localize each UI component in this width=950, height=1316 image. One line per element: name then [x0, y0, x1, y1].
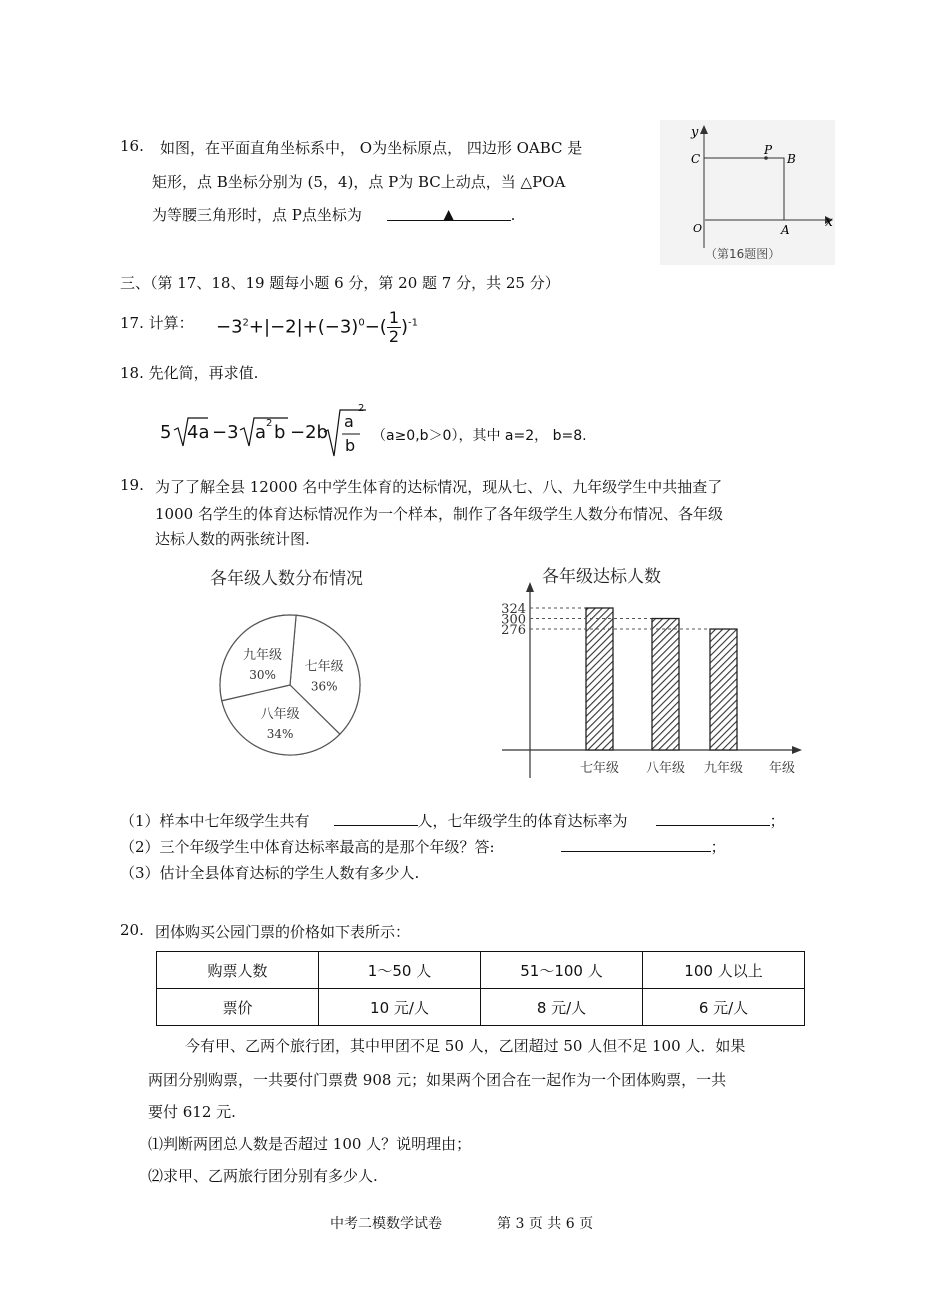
q18-coef-1: 5: [160, 422, 172, 443]
label-o: O: [693, 222, 703, 235]
q16-line2: 矩形，点 B坐标分别为 (5，4)，点 P为 BC上动点，当 △POA: [152, 173, 566, 191]
q16-number: 16.: [120, 137, 144, 155]
q20-intro: 团体购买公园门票的价格如下表所示：: [155, 923, 411, 941]
label-x: x: [825, 214, 833, 230]
q19-sub2-blank[interactable]: [561, 837, 711, 852]
q18-coef-2: −3: [212, 422, 239, 443]
q17-numerator: 1: [388, 308, 399, 327]
q17-exp-a: 2: [242, 317, 249, 329]
label-b: B: [787, 152, 796, 166]
y-tick-label: 324: [501, 602, 526, 617]
q18-radicand-2b: b: [274, 422, 286, 443]
figure-caption: （第16题图）: [705, 247, 781, 261]
q16-line3-text: 为等腰三角形时，点 P点坐标为: [152, 206, 362, 224]
table-header-cell: 51～100 人: [481, 952, 643, 989]
q17-term-a: −3: [216, 316, 243, 338]
q19-sub1-mid: 人，七年级学生的体育达标率为: [417, 812, 628, 830]
pie-slice-label: 九年级: [243, 648, 283, 664]
pie-title: 各年级人数分布情况: [210, 569, 363, 589]
pie-slice-value: 36%: [310, 679, 338, 694]
q20-sub1: ⑴判断两团总人数是否超过 100 人？说明理由；: [148, 1135, 472, 1153]
label-p: P: [764, 143, 773, 157]
footer-title: 中考二模数学试卷: [330, 1216, 442, 1232]
q16-answer-blank[interactable]: [387, 206, 511, 221]
q17-term-b: +|−2|+(−3): [248, 316, 359, 338]
q19-sub2-semicolon: ；: [710, 838, 726, 856]
q19-sub1-text: （1）样本中七年级学生共有: [120, 812, 310, 830]
table-cell: 8 元/人: [481, 989, 643, 1026]
q17-term-c: −(: [364, 316, 387, 338]
table-row: [157, 989, 805, 1026]
pie-chart: [195, 560, 410, 775]
q19-sub2-text: （2）三个年级学生中体育达标率最高的是那个年级？答:: [120, 838, 495, 856]
price-table: [156, 951, 805, 1026]
label-y: y: [691, 125, 699, 140]
q18-frac-numerator: a: [344, 412, 354, 431]
y-tick-label: 276: [501, 623, 526, 639]
q19-sub2: [120, 836, 726, 857]
y-axis-arrow-icon: [526, 582, 534, 592]
q16-period: .: [510, 206, 516, 224]
q17-term-d: ): [401, 316, 409, 338]
table-cell: 6 元/人: [643, 989, 805, 1026]
bar: [710, 629, 737, 750]
q19-sub3: （3）估计全县体育达标的学生人数有多少人.: [120, 864, 420, 882]
q17-denominator: 2: [388, 327, 399, 346]
x-tick-label: 九年级: [703, 761, 744, 776]
q19-line2: 1000 名学生的体育达标情况作为一个样本，制作了各年级学生人数分布情况、各年级: [155, 505, 723, 523]
q17-expression: [216, 309, 418, 346]
pie-slice-value: 34%: [266, 727, 294, 742]
table-header-cell: 购票人数: [157, 952, 319, 989]
q18-radicand-2-exp: 2: [266, 418, 273, 429]
bar: [652, 619, 679, 750]
table-cell: 票价: [157, 989, 319, 1026]
q18-frac-denominator: b: [345, 436, 356, 455]
q17-exp-b: 0: [358, 317, 365, 329]
table-row: [157, 952, 805, 989]
table-header-cell: 100 人以上: [643, 952, 805, 989]
q20-sub2: ⑵求甲、乙两旅行团分别有多少人.: [148, 1167, 378, 1185]
x-tick-label: 七年级: [579, 761, 620, 776]
q18-frac-num-exp: 2: [358, 403, 365, 414]
q16-line1: 如图，在平面直角坐标系中， O为坐标原点， 四边形 OABC 是: [160, 139, 583, 157]
x-tick-label: 八年级: [645, 761, 686, 776]
x-axis-arrow-icon: [792, 746, 802, 754]
q18-radicand-2a: a: [255, 422, 267, 443]
q17-exp-d: -1: [408, 317, 419, 329]
x-axis-label: 年级: [768, 761, 796, 776]
pie-slice-label: 八年级: [260, 707, 300, 723]
q20-para1: 今有甲、乙两个旅行团，其中甲团不足 50 人，乙团超过 50 人但不足 100 人．如果: [185, 1037, 746, 1055]
q18-coef-3: −2b: [290, 422, 328, 443]
q19-sub1: [120, 810, 785, 831]
q19-number: 19.: [120, 476, 144, 494]
label-a: A: [781, 223, 790, 237]
q17-prefix: 17. 计算：: [120, 314, 194, 332]
q18-radicand-1: 4a: [187, 422, 210, 443]
q18-condition: （a≥0,b＞0），其中 a=2， b=8.: [372, 428, 587, 444]
y-tick-label: 300: [501, 612, 526, 628]
q18-prefix: 18. 先化简，再求值.: [120, 364, 259, 382]
pie-slice-label: 七年级: [304, 659, 344, 675]
q17-fraction: [387, 309, 401, 346]
page-number: 第 3 页 共 6 页: [497, 1216, 594, 1232]
q16-line3: [152, 204, 515, 225]
bar-chart: [480, 560, 810, 785]
table-header-cell: 1～50 人: [319, 952, 481, 989]
q19-sub1-blank1[interactable]: [334, 811, 418, 826]
table-cell: 10 元/人: [319, 989, 481, 1026]
q20-para3: 要付 612 元.: [148, 1103, 236, 1121]
label-c: C: [691, 152, 701, 166]
triangle-mark: ▲: [443, 207, 455, 223]
q20-para2: 两团分别购票，一共要付门票费 908 元；如果两个团合在一起作为一个团体购票，一共: [148, 1071, 727, 1089]
bar-title: 各年级达标人数: [542, 567, 661, 587]
pie-slice-value: 30%: [249, 668, 276, 683]
q19-line3: 达标人数的两张统计图.: [155, 530, 310, 548]
q20-number: 20.: [120, 921, 144, 939]
q19-line1: 为了了解全县 12000 名中学生体育的达标情况，现从七、八、九年级学生中共抽查了: [155, 478, 723, 496]
section3-heading: 三、（第 17、18、19 题每小题 6 分，第 20 题 7 分，共 25 分）: [120, 274, 560, 292]
q19-sub1-blank2[interactable]: [656, 811, 770, 826]
q16-figure: [660, 120, 835, 265]
q19-sub1-semicolon: ；: [769, 812, 785, 830]
